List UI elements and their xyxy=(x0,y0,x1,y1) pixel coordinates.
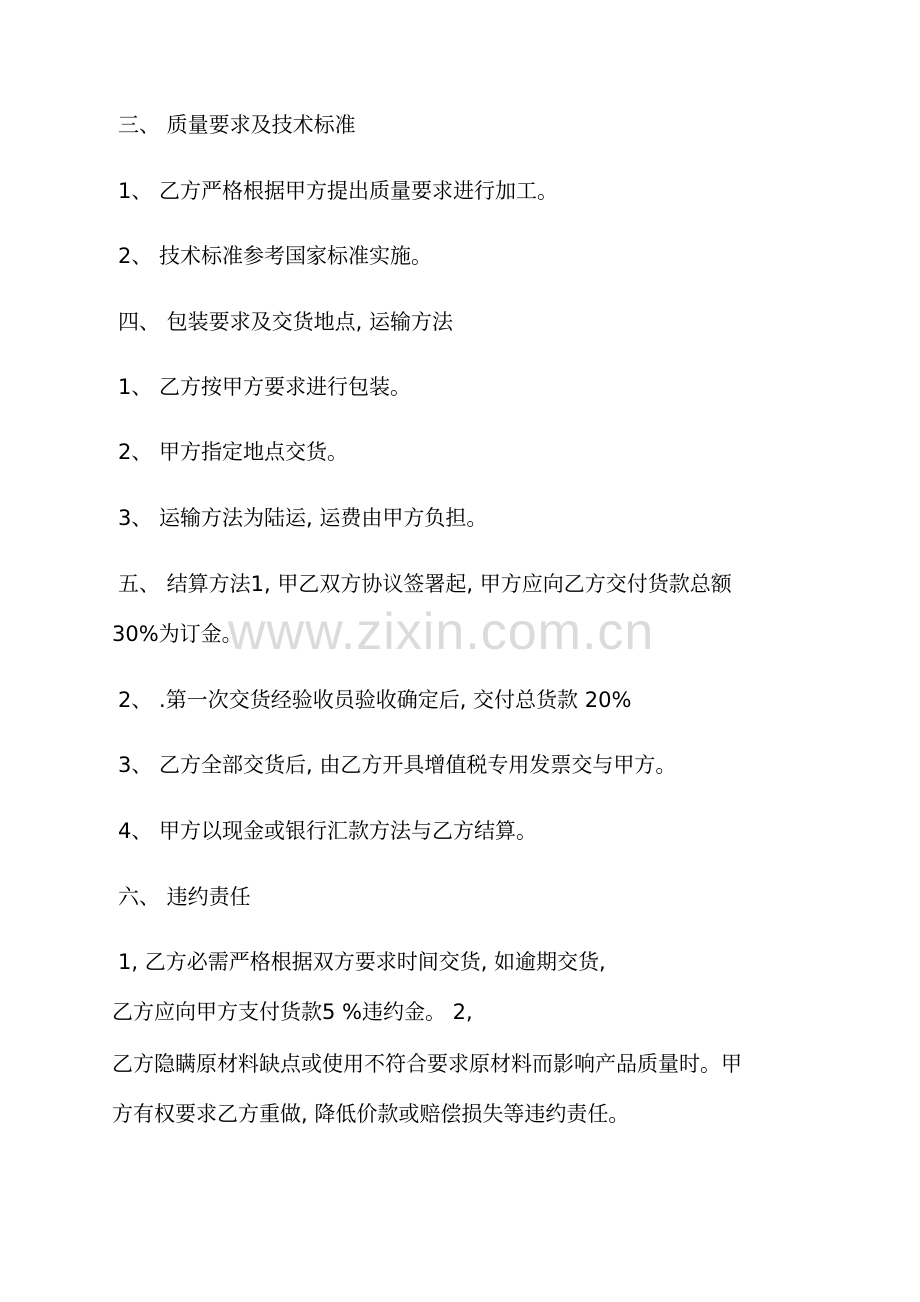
watermark: www.zixin.com.cn xyxy=(228,603,655,661)
section-3-item-2: 2、 技术标准参考国家标准实施。 xyxy=(118,244,433,268)
section-6-line-2: 乙方应向甲方支付货款5 %违约金。 2, xyxy=(112,1000,473,1024)
section-3-item-1: 1、 乙方严格根据甲方提出质量要求进行加工。 xyxy=(118,179,559,203)
section-5-item-2: 2、 .第一次交货经验收员验收确定后, 交付总货款 20% xyxy=(118,688,632,712)
section-5-heading: 五、 结算方法1, 甲乙双方协议签署起, 甲方应向乙方交付货款总额 xyxy=(118,572,732,596)
section-6-heading: 六、 违约责任 xyxy=(118,885,251,909)
section-5-item-4: 4、 甲方以现金或银行汇款方法与乙方结算。 xyxy=(118,819,538,843)
section-6-line-1: 1, 乙方必需严格根据双方要求时间交货, 如逾期交货, xyxy=(118,950,606,974)
section-5-item-1-continued: 30%为订金。 xyxy=(112,622,243,646)
section-4-heading: 四、 包装要求及交货地点, 运输方法 xyxy=(118,310,454,334)
section-5-item-3: 3、 乙方全部交货后, 由乙方开具增值税专用发票交与甲方。 xyxy=(118,753,677,777)
section-4-item-1: 1、 乙方按甲方要求进行包装。 xyxy=(118,375,412,399)
section-4-item-3: 3、 运输方法为陆运, 运费由甲方负担。 xyxy=(118,506,488,530)
section-3-heading: 三、 质量要求及技术标准 xyxy=(118,113,356,137)
section-6-line-3: 乙方隐瞒原材料缺点或使用不符合要求原材料而影响产品质量时。甲 xyxy=(112,1052,742,1076)
section-6-line-4: 方有权要求乙方重做, 降低价款或赔偿损失等违约责任。 xyxy=(112,1102,630,1126)
section-4-item-2: 2、 甲方指定地点交货。 xyxy=(118,440,349,464)
